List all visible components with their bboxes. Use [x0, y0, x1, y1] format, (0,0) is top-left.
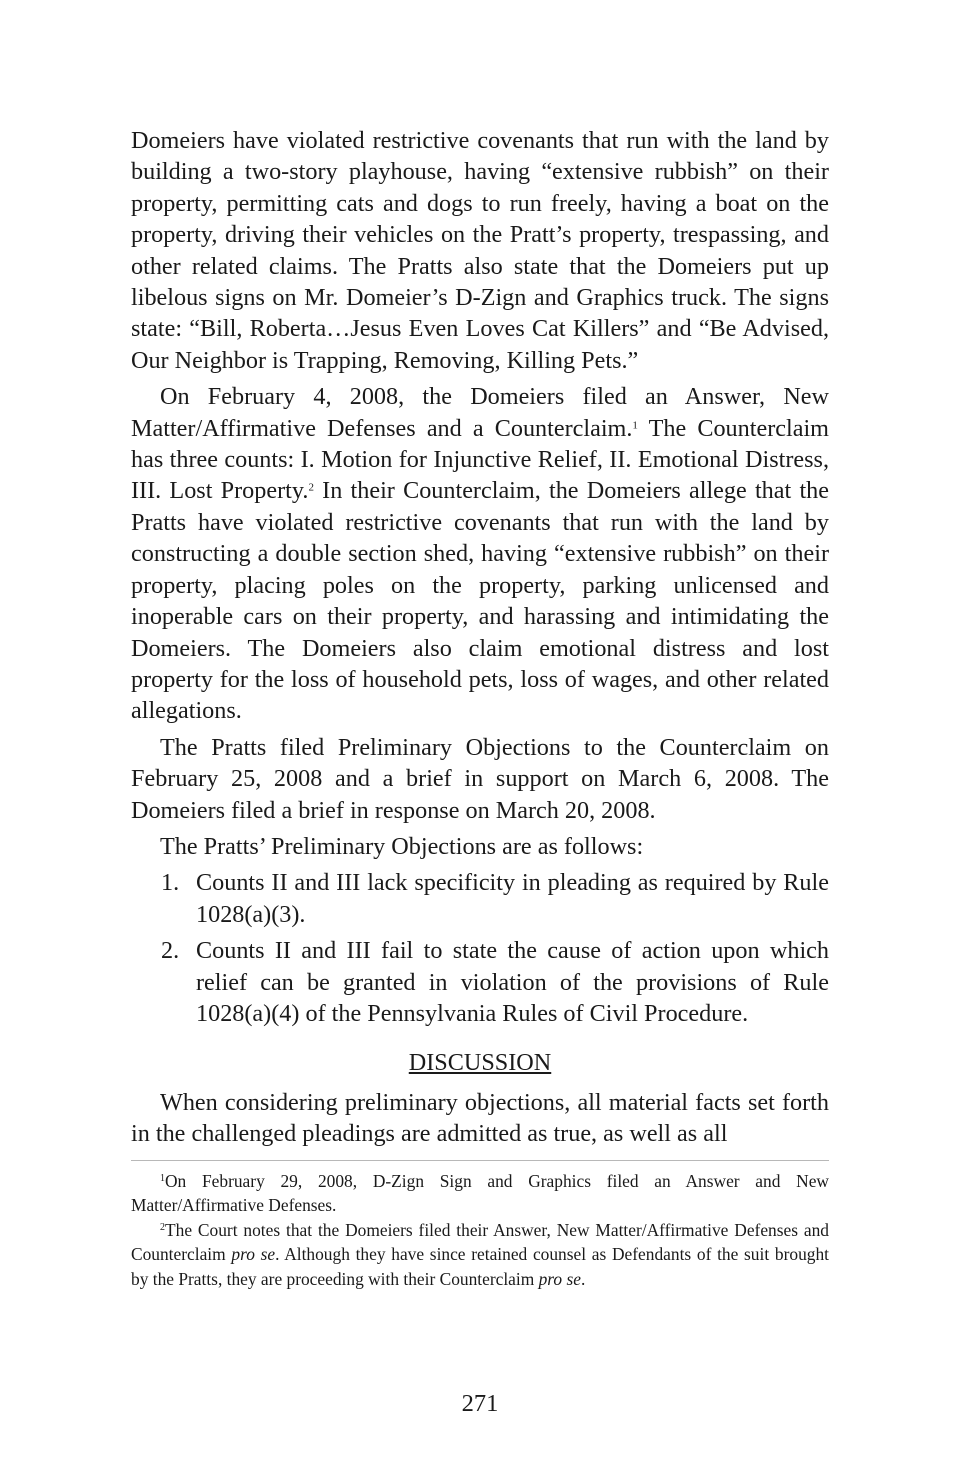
paragraph-text: In their Counterclaim, the Domeiers allege that the Pratts have violated restrictive covenants that run with the land by constructing a double section shed, having “extensive rubbish” on their property, placing poles on the property, parking unlicensed and inoperable cars on their property, and harassing and intimidating the Domeiers. The Domeiers also claim emotional distress and lost property for the loss of household pets, loss of wages, and other related allegations. — [131, 477, 829, 725]
footnote-divider — [131, 1160, 829, 1161]
page-body — [131, 125, 829, 1292]
paragraph-discussion: When considering preliminary objections, all material facts set forth in the challenged pleadings are admitted as true, as well as all — [131, 1088, 829, 1148]
footnote-text: The Court notes that the Domeiers filed their Answer, New Matter/Affirmative Defenses and Counterclaim — [131, 1219, 829, 1265]
paragraph-preliminary-objections: The Pratts filed Preliminary Objections to the Counterclaim on February 25, 2008 and a brief in support on March 6, 2008. The Domeiers filed a brief in response on March 20, 2008. — [131, 733, 829, 824]
paragraph-answer-counterclaim — [131, 381, 829, 726]
paragraph-continuation: Domeiers have violated restrictive covenants that run with the land by building a two-story playhouse, having “extensive rubbish” on their property, permitting cats and dogs to run freely, having a boat on the property, driving their vehicles on the Pratt’s property, trespassing, and other related claims. The Pratts also state that the Domeiers put up libelous signs on Mr. Domeier’s D-Zign and Graphics truck. The signs state: “Bill, Roberta…Jesus Even Loves Cat Killers” and “Be Advised, Our Neighbor is Trapping, Removing, Killing Pets.” — [131, 127, 829, 374]
footnote-1 — [131, 1169, 829, 1218]
paragraph-text: On February 4, 2008, the Domeiers filed an Answer, New Matter/Affirmative Defenses and a Counterclaim. — [131, 383, 829, 442]
footnote-italic: pro se — [231, 1244, 276, 1265]
section-heading: DISCUSSION — [408, 1049, 552, 1077]
footnote-text: On February 29, 2008, D-Zign Sign and Graphics filed an Answer and New Matter/Affirmative Defenses. — [131, 1170, 829, 1216]
footnote-text: . — [580, 1268, 586, 1289]
paragraph-objections-intro: The Pratts’ Preliminary Objections are as follows: — [160, 832, 644, 860]
objections-list — [131, 867, 829, 1029]
footnote-text: . Although they have since retained counsel as Defendants of the suit brought by the Pratts, they are proceeding with their Counterclaim — [131, 1244, 829, 1289]
list-item-text: Counts II and III lack specificity in pleading as required by Rule 1028(a)(3). — [196, 869, 829, 928]
list-number: 1. — [161, 869, 180, 897]
list-item-text: Counts II and III fail to state the cause of action upon which relief can be granted in violation of the provisions of Rule 1028(a)(4) of the Pennsylvania Rules of Civil Procedure. — [196, 937, 829, 1027]
footnote-italic: pro se — [538, 1268, 581, 1289]
footnote-mark: 1 — [160, 1172, 165, 1184]
footnote-mark: 2 — [160, 1221, 165, 1233]
list-number: 2. — [161, 937, 180, 965]
list-item — [131, 867, 829, 930]
list-item — [131, 935, 829, 1029]
paragraph-text: The Counterclaim has three counts: I. Motion for Injunctive Relief, II. Emotional Distress, III. Lost Property. — [131, 414, 829, 505]
footnote-ref-1[interactable]: 1 — [632, 418, 638, 431]
page-number: 271 — [461, 1390, 499, 1417]
footnote-ref-2[interactable]: 2 — [308, 481, 314, 494]
footnote-2 — [131, 1218, 829, 1292]
